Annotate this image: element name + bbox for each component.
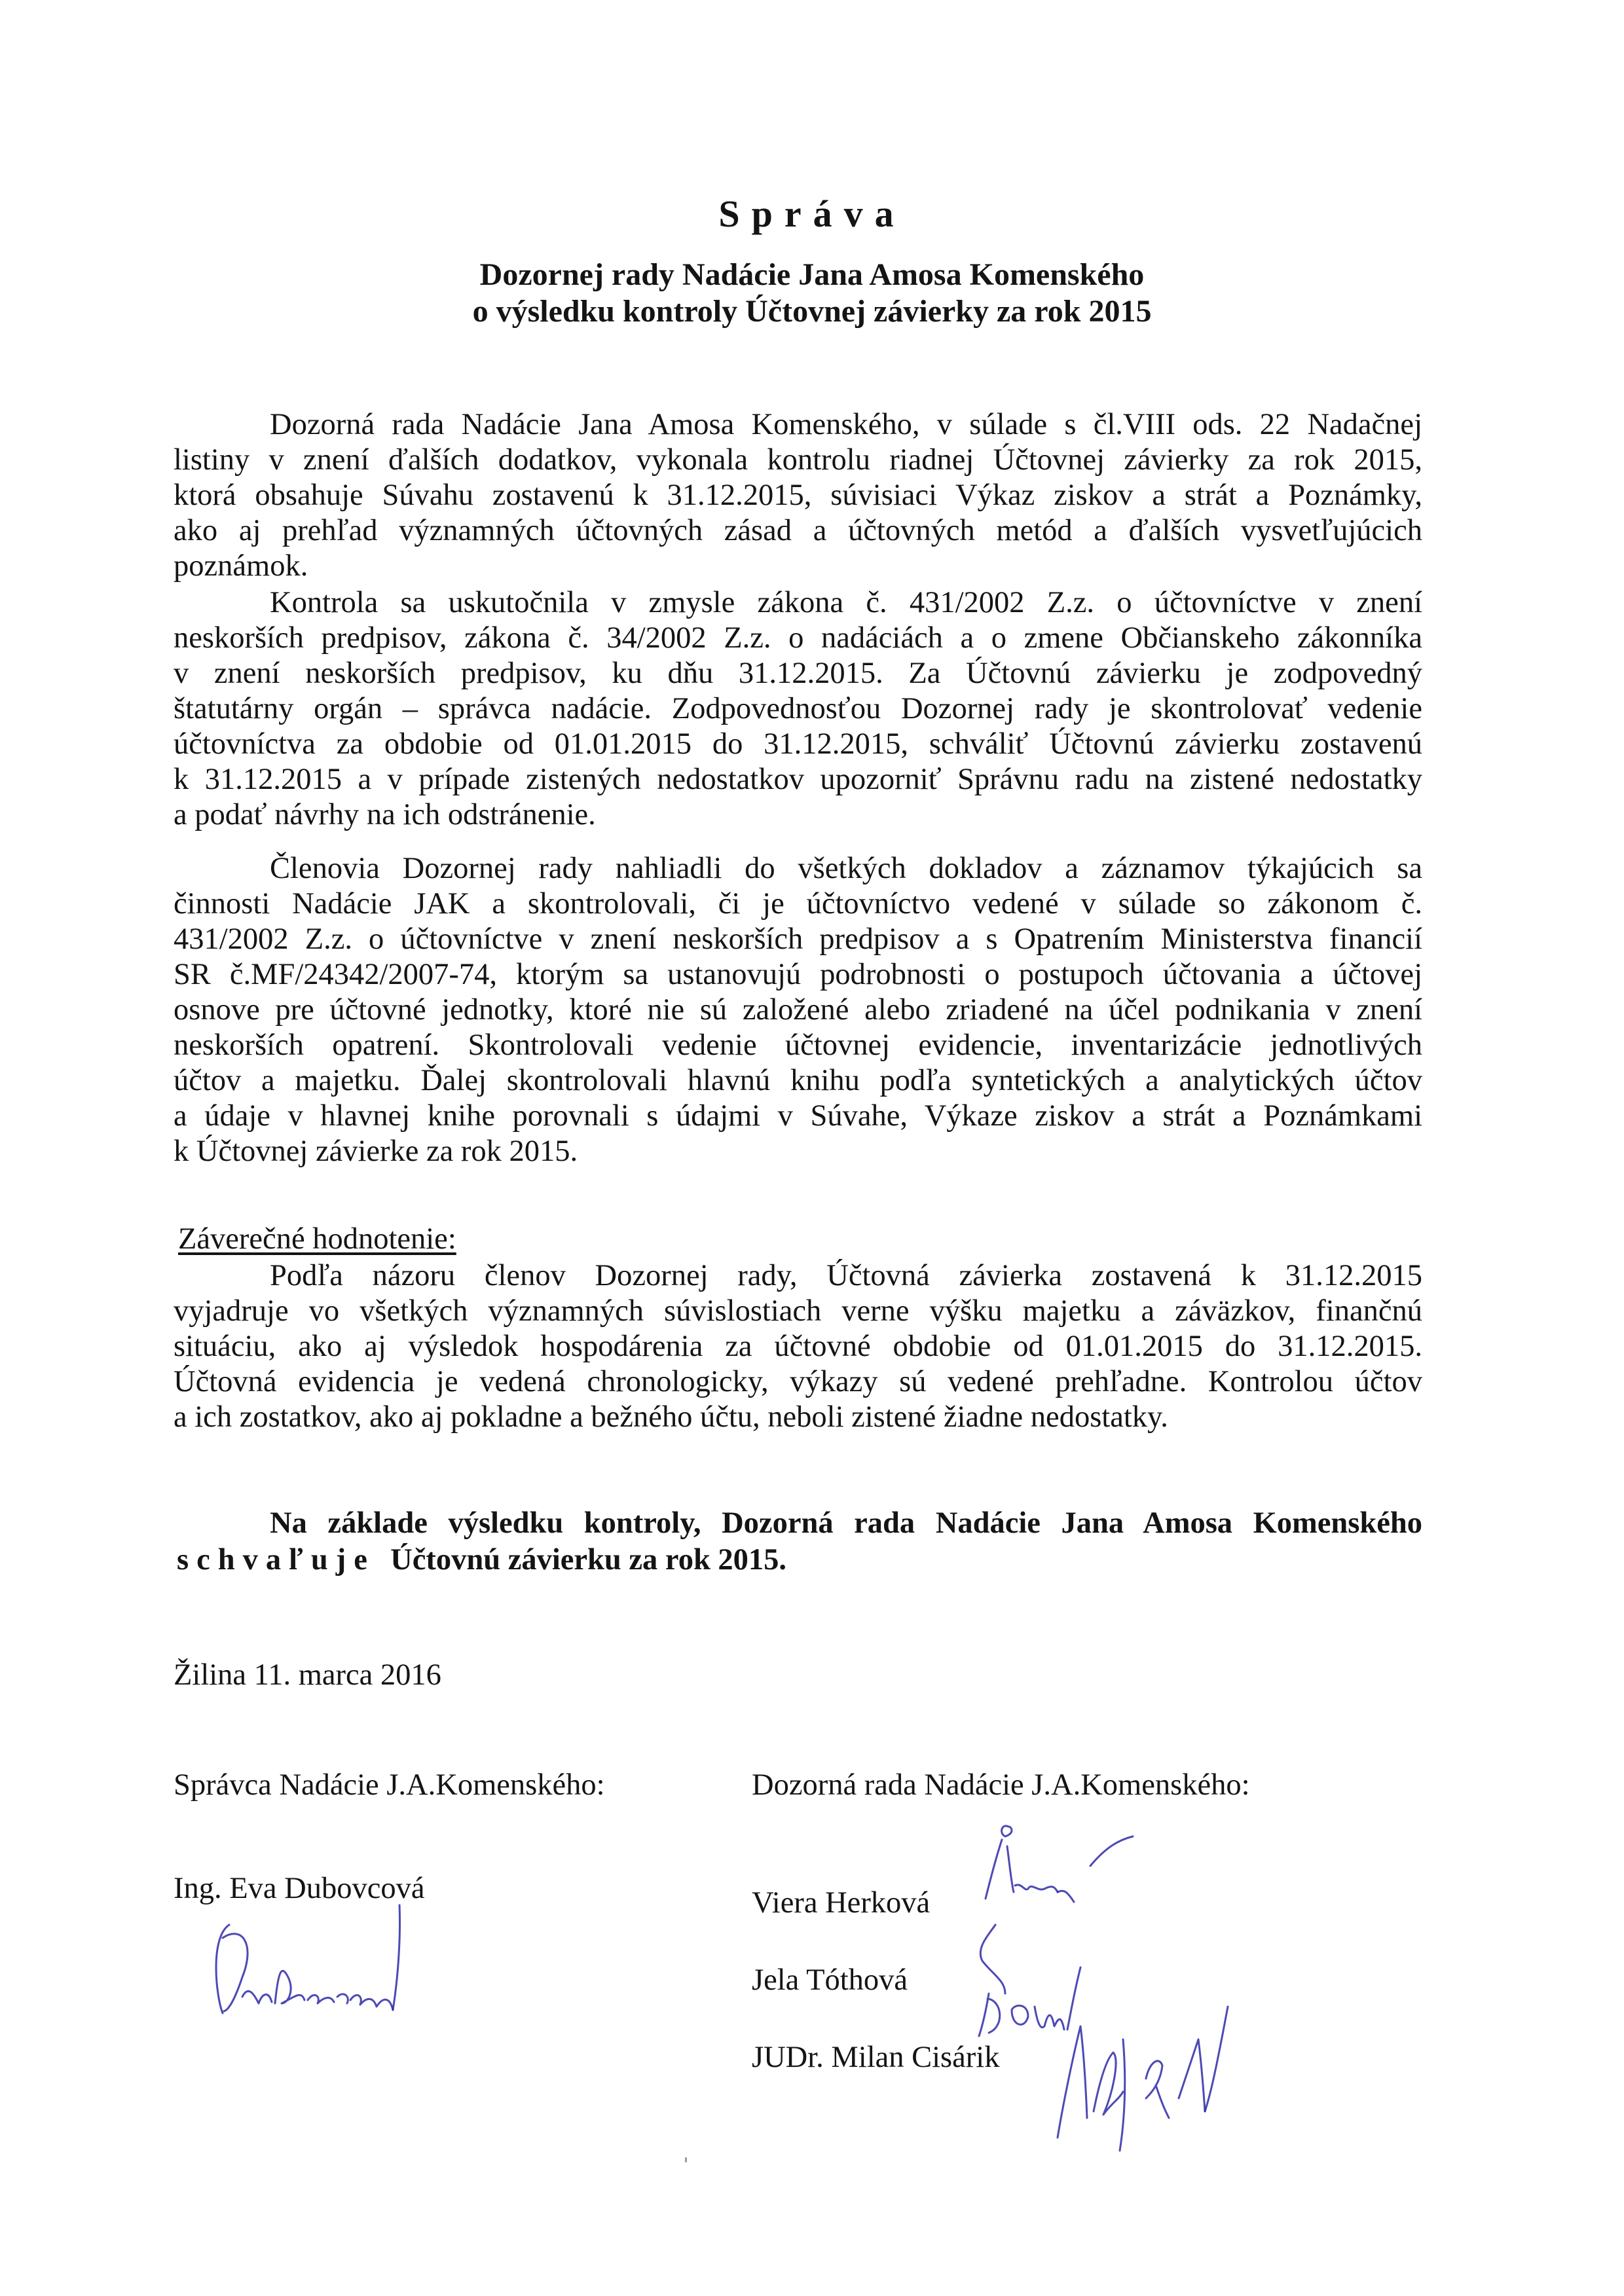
place-date: Žilina 11. marca 2016 bbox=[174, 1658, 441, 1692]
body-line: poznámok. bbox=[174, 549, 308, 583]
body-line: činnosti Nadácie JAK a skontrolovali, či je účtovníctvo vedené v súlade so zákonom č. bbox=[174, 887, 1422, 920]
body-line: účtovníctva za obdobie od 01.01.2015 do 31.12.2015, schváliť Účtovnú závierku zostavenú bbox=[174, 727, 1422, 761]
subtitle-line-1: Dozornej rady Nadácie Jana Amosa Komenského bbox=[479, 257, 1145, 292]
right-signature-header: Dozorná rada Nadácie J.A.Komenského: bbox=[752, 1768, 1250, 1802]
signatory-name-cisarik: JUDr. Milan Cisárik bbox=[752, 2041, 1000, 2074]
body-line: a podať návrhy na ich odstránenie. bbox=[174, 798, 596, 831]
conclusion-line-1: Na základe výsledku kontroly, Dozorná rada Nadácie Jana Amosa Komenského bbox=[270, 1506, 1422, 1540]
conclusion-line-2-rest: Účtovnú závierku za rok 2015. bbox=[390, 1543, 787, 1576]
body-line: a údaje v hlavnej knihe porovnali s údajmi v Súvahe, Výkaze ziskov a strát a Poznámkami bbox=[174, 1099, 1422, 1133]
body-line: neskorších predpisov, zákona č. 34/2002 Z.z. o nadáciách a o zmene Občianskeho zákonníka bbox=[174, 621, 1422, 655]
body-line: Kontrola sa uskutočnila v zmysle zákona č. 431/2002 Z.z. o účtovníctve v znení bbox=[270, 586, 1422, 619]
body-line: Účtovná evidencia je vedená chronologicky, výkazy sú vedené prehľadne. Kontrolou účtov bbox=[174, 1365, 1422, 1398]
document-title: Správa bbox=[718, 192, 906, 235]
body-line: listiny v znení ďalších dodatkov, vykonala kontrolu riadnej Účtovnej závierky za rok 2015, bbox=[174, 443, 1422, 477]
body-line: k 31.12.2015 a v prípade zistených nedostatkov upozorniť Správnu radu na zistené nedostatky bbox=[174, 763, 1422, 796]
body-line: ako aj prehľad významných účtovných zásad a účtovných metód a ďalších vysvetľujúcich bbox=[174, 514, 1422, 547]
body-line: a ich zostatkov, ako aj pokladne a bežného účtu, neboli zistené žiadne nedostatky. bbox=[174, 1400, 1168, 1434]
body-line: situáciu, ako aj výsledok hospodárenia za účtovné obdobie od 01.01.2015 do 31.12.2015. bbox=[174, 1330, 1422, 1363]
final-assessment-heading: Záverečné hodnotenie: bbox=[178, 1222, 456, 1256]
body-line: Dozorná rada Nadácie Jana Amosa Komenského, v súlade s čl.VIII ods. 22 Nadačnej bbox=[270, 408, 1422, 441]
body-line: štatutárny orgán – správca nadácie. Zodpovednosťou Dozornej rady je skontrolovať vedenie bbox=[174, 692, 1422, 725]
body-line: osnove pre účtovné jednotky, ktoré nie sú založené alebo zriadené na účel podnikania v znení bbox=[174, 993, 1422, 1027]
signature-dubovcova-icon bbox=[183, 1899, 524, 2033]
signature-cisarik-icon bbox=[1048, 2000, 1257, 2154]
body-line: ktorá obsahuje Súvahu zostavenú k 31.12.2015, súvisiaci Výkaz ziskov a strát a Poznámky, bbox=[174, 479, 1422, 512]
body-line: v znení neskorších predpisov, ku dňu 31.12.2015. Za Účtovnú závierku je zodpovedný bbox=[174, 657, 1422, 690]
body-line: SR č.MF/24342/2007-74, ktorým sa ustanovujú podrobnosti o postupoch účtovania a účtovej bbox=[174, 958, 1422, 991]
body-line: 431/2002 Z.z. o účtovníctve v znení neskorších predpisov a s Opatrením Ministerstva financií bbox=[174, 922, 1422, 956]
signatory-name-herkova: Viera Herková bbox=[752, 1886, 931, 1920]
approves-word: schvaľuje bbox=[177, 1543, 375, 1576]
scan-speck bbox=[685, 2157, 687, 2162]
body-line: neskorších opatrení. Skontrolovali vedenie účtovnej evidencie, inventarizácie jednotlivých bbox=[174, 1029, 1422, 1062]
body-line: účtov a majetku. Ďalej skontrolovali hlavnú knihu podľa syntetických a analytických účtov bbox=[174, 1064, 1422, 1097]
left-signature-header: Správca Nadácie J.A.Komenského: bbox=[174, 1768, 605, 1802]
body-line: Členovia Dozornej rady nahliadli do všetkých dokladov a záznamov týkajúcich sa bbox=[270, 852, 1422, 885]
signatory-name-dubovcova: Ing. Eva Dubovcová bbox=[174, 1872, 425, 1905]
signatory-name-tothova: Jela Tóthová bbox=[752, 1963, 908, 1997]
body-line: k Účtovnej závierke za rok 2015. bbox=[174, 1135, 578, 1168]
subtitle-line-2: o výsledku kontroly Účtovnej závierky za rok 2015 bbox=[472, 294, 1152, 329]
body-line: vyjadruje vo všetkých významných súvislostiach verne výšku majetku a záväzkov, finančnú bbox=[174, 1294, 1422, 1328]
body-line: Podľa názoru členov Dozornej rady, Účtovná závierka zostavená k 31.12.2015 bbox=[270, 1259, 1422, 1292]
conclusion-line-2 bbox=[177, 1542, 786, 1578]
